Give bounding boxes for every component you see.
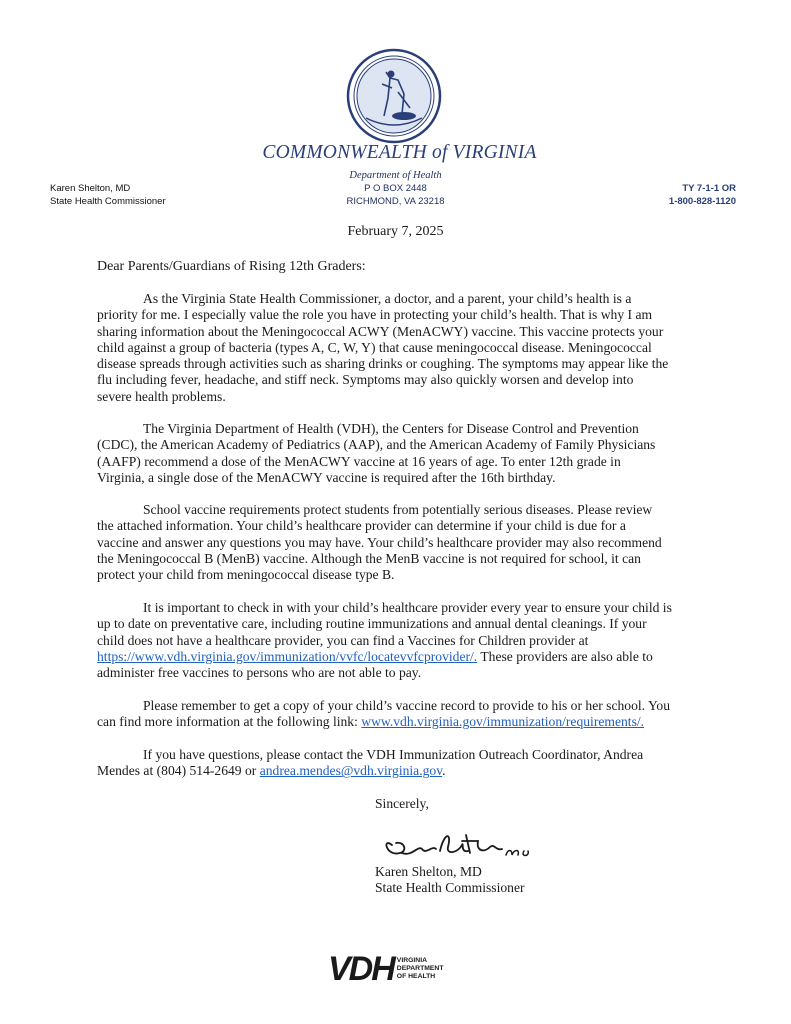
virginia-state-seal-icon (346, 48, 442, 144)
paragraph-line: disease spreads through activities such as sharing drinks or coughing. The symptoms may appear like the (97, 356, 669, 372)
paragraph-line (97, 763, 701, 779)
paragraph-line: the Meningococcal B (MenB) vaccine. Although the MenB vaccine is not required for school, it can (97, 550, 641, 566)
paragraph-line: (AAFP) recommend a dose of the MenACWY vaccine at 16 years of age. To enter 12th grade in (97, 453, 621, 469)
vdh-logo (328, 952, 444, 986)
paragraph-line: protect your child from meningococcal disease type B. (97, 567, 395, 583)
paragraph-text: . (442, 763, 446, 779)
paragraph-line: sharing information about the Meningococcal ACWY (MenACWY) vaccine. This vaccine protects your (97, 323, 664, 339)
paragraph-3 (97, 502, 701, 583)
paragraph-line: child against a group of bacteria (types A, C, W, Y) that cause meningococcal disease. Meningococcal (97, 339, 652, 355)
po-box: P O BOX 2448 (364, 183, 427, 194)
paragraph-line: As the Virginia State Health Commissioner, a doctor, and a parent, your child’s health is a (143, 291, 632, 306)
signer-name: Karen Shelton, MD (375, 864, 482, 879)
paragraph-line: School vaccine requirements protect students from potentially serious diseases. Please review (143, 502, 653, 517)
paragraph-line: The Virginia Department of Health (VDH), the Centers for Disease Control and Prevention (143, 421, 639, 436)
paragraph-line: Please remember to get a copy of your child’s vaccine record to provide to his or her school. You (143, 698, 670, 713)
handwritten-signature (378, 823, 538, 867)
paragraph-text: can find more information at the following link: (97, 714, 362, 730)
letter-date: February 7, 2025 (347, 224, 444, 239)
vdh-logo-mark: VDH (328, 950, 394, 988)
paragraph-line: vaccine and answer any questions you may have. Your child’s healthcare provider may also recommend (97, 534, 662, 550)
paragraph-line: severe health problems. (97, 388, 226, 404)
paragraph-text: These providers are also able to (477, 648, 653, 664)
phone-line: 1-800-828-1120 (668, 196, 736, 207)
salutation: Dear Parents/Guardians of Rising 12th Graders: (97, 259, 366, 274)
paragraph-1 (97, 291, 701, 405)
commissioner-name-header: Karen Shelton, MD (50, 183, 131, 194)
paragraph-5 (97, 698, 701, 731)
paragraph-line: flu including fever, headache, and stiff neck. Symptoms may also quickly worsen and develop into (97, 372, 634, 388)
vdh-logo-words (397, 957, 444, 982)
paragraph-2 (97, 421, 701, 486)
paragraph-4 (97, 600, 701, 681)
paragraph-line: administer free vaccines to persons who are not able to pay. (97, 665, 422, 681)
paragraph-line: If you have questions, please contact the VDH Immunization Outreach Coordinator, Andrea (143, 747, 644, 762)
commissioner-title-header: State Health Commissioner (50, 196, 166, 207)
city-address: RICHMOND, VA 23218 (346, 196, 445, 207)
paragraph-line: Virginia, a single dose of the MenACWY vaccine is required after the 16th birthday. (97, 469, 556, 485)
requirements-link[interactable]: www.vdh.virginia.gov/immunization/requirements/. (361, 714, 645, 730)
paragraph-text: Mendes at (804) 514-2649 or (97, 763, 260, 779)
vdh-logo-word: DEPARTMENT (396, 964, 444, 972)
paragraph-line: (CDC), the American Academy of Pediatrics (AAP), and the American Academy of Family Physicians (97, 437, 656, 453)
email-link[interactable]: andrea.mendes@vdh.virginia.gov (259, 763, 443, 779)
vfc-provider-link[interactable]: https://www.vdh.virginia.gov/immunization/vvfc/locatevvfcprovider/. (97, 648, 478, 664)
paragraph-line: priority for me. I especially value the role you have in protecting your child’s health. That is why I am (97, 307, 653, 323)
paragraph-line: child does not have a healthcare provider, you can find a Vaccines for Children provider at (97, 632, 589, 648)
signer-title: State Health Commissioner (375, 880, 525, 895)
sincerely: Sincerely, (375, 796, 429, 811)
department-name: Department of Health (349, 170, 442, 181)
tty-line: TY 7-1-1 OR (682, 183, 736, 194)
paragraph-6 (97, 747, 701, 780)
vdh-logo-word: OF HEALTH (396, 973, 436, 981)
paragraph-line (97, 714, 701, 730)
paragraph-line: It is important to check in with your child’s healthcare provider every year to ensure your child is (143, 600, 672, 615)
paragraph-line (97, 649, 701, 665)
paragraph-line: the attached information. Your child’s healthcare provider can determine if your child is due for a (97, 518, 626, 534)
vdh-logo-word: VIRGINIA (396, 956, 428, 964)
paragraph-line: up to date on preventative care, including routine immunizations and annual dental cleanings. If your (97, 616, 647, 632)
commonwealth-heading: COMMONWEALTH of VIRGINIA (262, 142, 537, 163)
